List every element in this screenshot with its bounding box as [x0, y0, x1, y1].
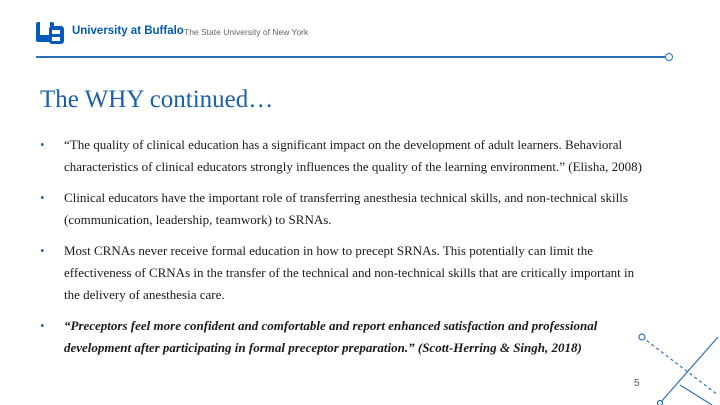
bullet-text: Clinical educators have the important role of transferring anesthesia technical skills, and non-technical skills (communication, leadership, teamwork) to SRNAs.	[64, 190, 628, 227]
page-number: 5	[634, 378, 640, 389]
bullet-marker: •	[40, 243, 45, 258]
bullet-text: “The quality of clinical education has a significant impact on the development of adult learners. Behavioral characteristics of clinical educators strongly influences the quality of the learning environment.” (Elisha, 2008)	[64, 137, 642, 174]
bullet-marker: •	[40, 190, 45, 205]
bullet-text: “Preceptors feel more confident and comfortable and report enhanced satisfaction and professional development after participating in formal preceptor preparation.” (Scott-Herring & Singh, 2018)	[64, 318, 598, 355]
divider-end-dot	[665, 53, 673, 61]
slide-header	[0, 0, 720, 62]
bullet-item-quote	[40, 315, 650, 359]
bullet-item	[40, 187, 650, 231]
university-subtitle: The State University of New York	[184, 27, 309, 37]
bullet-marker: •	[40, 137, 45, 152]
decorative-lines-icon	[630, 325, 720, 405]
header-divider	[36, 56, 666, 58]
bullet-text: Most CRNAs never receive formal education in how to precept SRNAs. This potentially can limit the effectiveness of CRNAs in the transfer of the technical and non-technical skills that are critically important in the delivery of anesthesia care.	[64, 243, 635, 302]
university-name: University at Buffalo	[72, 25, 184, 37]
slide-title: The WHY continued…	[40, 86, 274, 113]
bullet-item	[40, 240, 650, 306]
ub-logo-icon	[36, 20, 66, 46]
bullet-list	[40, 134, 650, 368]
bullet-item	[40, 134, 650, 178]
bullet-marker: •	[40, 318, 45, 333]
